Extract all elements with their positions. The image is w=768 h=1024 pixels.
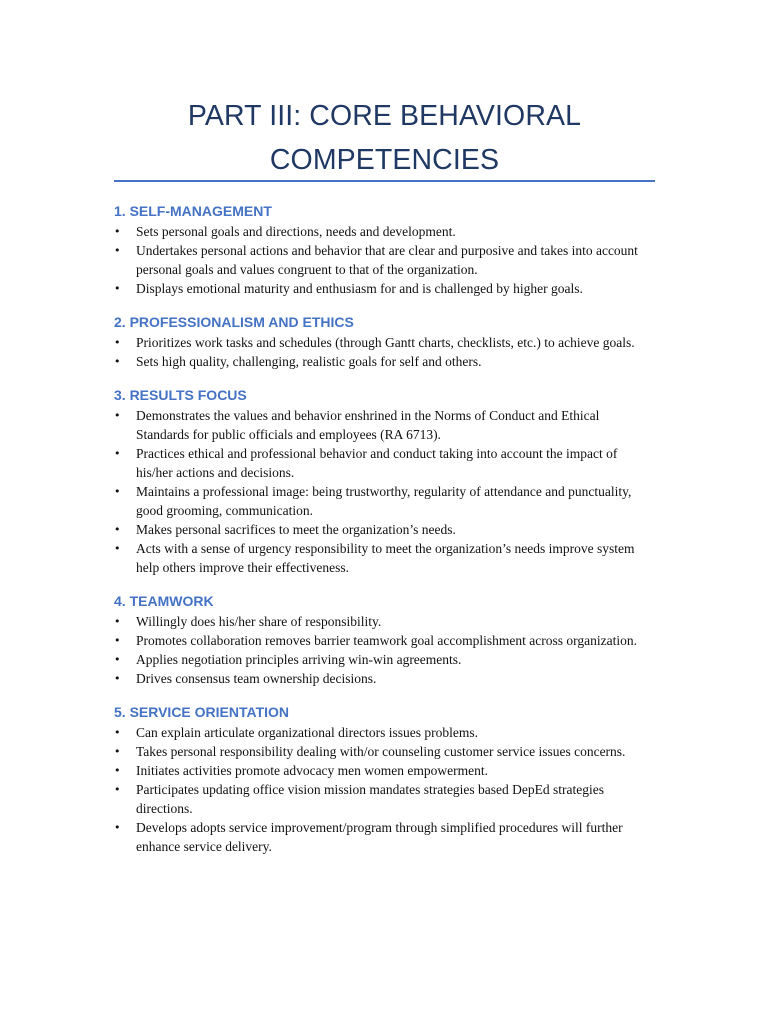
list-item xyxy=(114,631,655,650)
section-heading: 5. SERVICE ORIENTATION xyxy=(114,704,290,720)
bullet-list xyxy=(114,406,655,577)
bullet-icon: • xyxy=(114,783,121,796)
bullet-icon: • xyxy=(114,225,121,238)
section-heading: 4. TEAMWORK xyxy=(114,593,214,609)
bullet-icon: • xyxy=(114,615,121,628)
list-item-text: Acts with a sense of urgency responsibility to meet the organization’s needs improve system help others improve their effectiveness. xyxy=(136,541,635,575)
list-item-text: Practices ethical and professional behavior and conduct taking into account the impact of his/her actions and decisions. xyxy=(136,446,618,480)
list-item xyxy=(114,241,655,279)
list-item xyxy=(114,723,655,742)
bullet-icon: • xyxy=(114,653,121,666)
page-title-line-1: PART III: CORE BEHAVIORAL xyxy=(187,100,582,132)
list-item xyxy=(114,482,655,520)
list-item xyxy=(114,444,655,482)
bullet-list xyxy=(114,333,655,371)
bullet-icon: • xyxy=(114,745,121,758)
list-item xyxy=(114,279,655,298)
bullet-list xyxy=(114,612,655,688)
bullet-icon: • xyxy=(114,634,121,647)
bullet-icon: • xyxy=(114,409,121,422)
bullet-icon: • xyxy=(114,282,121,295)
list-item-text: Promotes collaboration removes barrier teamwork goal accomplishment across organization. xyxy=(136,633,637,648)
page-title-line-2: COMPETENCIES xyxy=(269,144,500,176)
section-service-orientation xyxy=(114,701,655,856)
section-teamwork xyxy=(114,590,655,688)
bullet-icon: • xyxy=(114,672,121,685)
list-item xyxy=(114,539,655,577)
list-item xyxy=(114,406,655,444)
list-item-text: Applies negotiation principles arriving win-win agreements. xyxy=(136,652,462,667)
list-item xyxy=(114,333,655,352)
list-item-text: Maintains a professional image: being trustworthy, regularity of attendance and punctuality, good grooming, communication. xyxy=(136,484,632,518)
section-professionalism-and-ethics xyxy=(114,311,655,371)
list-item xyxy=(114,650,655,669)
bullet-icon: • xyxy=(114,485,121,498)
list-item xyxy=(114,761,655,780)
section-heading: 3. RESULTS FOCUS xyxy=(114,387,247,403)
list-item xyxy=(114,222,655,241)
competencies-list xyxy=(114,200,655,869)
list-item xyxy=(114,520,655,539)
list-item-text: Develops adopts service improvement/program through simplified procedures will further enhance service delivery. xyxy=(136,820,623,854)
list-item-text: Undertakes personal actions and behavior that are clear and purposive and takes into account personal goals and values congruent to that of the organization. xyxy=(136,243,638,277)
bullet-icon: • xyxy=(114,355,121,368)
list-item-text: Prioritizes work tasks and schedules (through Gantt charts, checklists, etc.) to achieve goals. xyxy=(136,335,635,350)
list-item-text: Willingly does his/her share of responsibility. xyxy=(136,614,382,629)
title-divider xyxy=(114,180,655,182)
bullet-list xyxy=(114,222,655,298)
bullet-list xyxy=(114,723,655,856)
list-item-text: Makes personal sacrifices to meet the organization’s needs. xyxy=(136,522,456,537)
list-item-text: Demonstrates the values and behavior enshrined in the Norms of Conduct and Ethical Standards for public officials and employees (RA 6713). xyxy=(136,408,600,442)
list-item-text: Can explain articulate organizational directors issues problems. xyxy=(136,725,479,740)
list-item-text: Participates updating office vision mission mandates strategies based DepEd strategies directions. xyxy=(136,782,605,816)
page-title xyxy=(114,94,655,182)
section-results-focus xyxy=(114,384,655,577)
list-item-text: Drives consensus team ownership decisions. xyxy=(136,671,377,686)
section-self-management xyxy=(114,200,655,298)
bullet-icon: • xyxy=(114,336,121,349)
list-item xyxy=(114,742,655,761)
list-item xyxy=(114,669,655,688)
list-item xyxy=(114,612,655,631)
list-item xyxy=(114,352,655,371)
bullet-icon: • xyxy=(114,244,121,257)
section-heading: 2. PROFESSIONALISM AND ETHICS xyxy=(114,314,354,330)
list-item-text: Initiates activities promote advocacy men women empowerment. xyxy=(136,763,489,778)
list-item-text: Takes personal responsibility dealing with/or counseling customer service issues concerns. xyxy=(136,744,626,759)
bullet-icon: • xyxy=(114,764,121,777)
bullet-icon: • xyxy=(114,447,121,460)
bullet-icon: • xyxy=(114,542,121,555)
bullet-icon: • xyxy=(114,821,121,834)
bullet-icon: • xyxy=(114,523,121,536)
list-item xyxy=(114,818,655,856)
bullet-icon: • xyxy=(114,726,121,739)
list-item-text: Sets personal goals and directions, needs and development. xyxy=(136,224,456,239)
list-item-text: Sets high quality, challenging, realistic goals for self and others. xyxy=(136,354,482,369)
list-item-text: Displays emotional maturity and enthusiasm for and is challenged by higher goals. xyxy=(136,281,583,296)
list-item xyxy=(114,780,655,818)
section-heading: 1. SELF-MANAGEMENT xyxy=(114,203,272,219)
